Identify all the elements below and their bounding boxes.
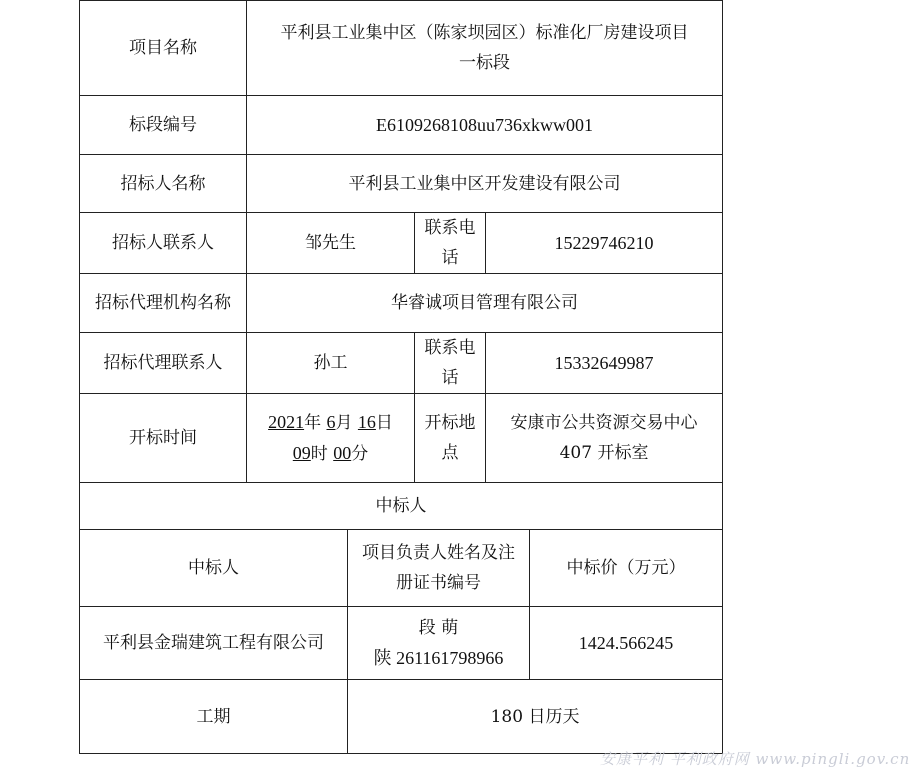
tenderer-value: 平利县工业集中区开发建设有限公司 bbox=[247, 155, 723, 213]
winner-name: 平利县金瑞建筑工程有限公司 bbox=[80, 607, 348, 680]
agency-label: 招标代理机构名称 bbox=[80, 274, 247, 333]
bid-result-table-container bbox=[79, 0, 722, 754]
agency-contact-value: 孙工 bbox=[247, 333, 415, 394]
row-tenderer bbox=[80, 155, 723, 213]
bid-result-table bbox=[79, 0, 723, 754]
tenderer-contact-label: 招标人联系人 bbox=[80, 213, 247, 274]
section-no-label: 标段编号 bbox=[80, 96, 247, 155]
row-agency bbox=[80, 274, 723, 333]
tenderer-label: 招标人名称 bbox=[80, 155, 247, 213]
tenderer-phone-label: 联系电话 bbox=[415, 213, 486, 274]
row-section-no bbox=[80, 96, 723, 155]
section-no-value: E6109268108uu736xkww001 bbox=[247, 96, 723, 155]
winning-price: 1424.566245 bbox=[530, 607, 723, 680]
winner-section-title: 中标人 bbox=[80, 483, 723, 530]
opening-year: 2021 bbox=[268, 412, 305, 432]
manager-col-label: 项目负责人姓名及注册证书编号 bbox=[348, 530, 530, 607]
tenderer-phone-value: 15229746210 bbox=[486, 213, 723, 274]
project-name-value: 平利县工业集中区（陈家坝园区）标准化厂房建设项目一标段 bbox=[247, 1, 723, 96]
opening-hour-unit: 时 bbox=[310, 444, 328, 464]
row-winner-title bbox=[80, 483, 723, 530]
duration-value: 180 日历天 bbox=[348, 680, 723, 754]
opening-day: 16 bbox=[357, 412, 376, 432]
opening-minute: 00 bbox=[333, 443, 352, 463]
agency-phone-label: 联系电话 bbox=[415, 333, 486, 394]
opening-hour: 09 bbox=[292, 443, 311, 463]
row-project-name bbox=[80, 1, 723, 96]
opening-day-unit: 日 bbox=[375, 413, 393, 433]
agency-contact-label: 招标代理联系人 bbox=[80, 333, 247, 394]
opening-place-value: 安康市公共资源交易中心 407 开标室 bbox=[486, 394, 723, 483]
opening-minute-unit: 分 bbox=[351, 444, 369, 464]
manager-name: 段 萌 bbox=[418, 618, 459, 638]
opening-time-value bbox=[247, 394, 415, 483]
row-duration bbox=[80, 680, 723, 754]
winner-col-label: 中标人 bbox=[80, 530, 348, 607]
price-col-label: 中标价（万元） bbox=[530, 530, 723, 607]
row-agency-contact bbox=[80, 333, 723, 394]
row-winner-headers bbox=[80, 530, 723, 607]
site-watermark: 安康平利 平利政府网 www.pingli.gov.cn bbox=[600, 750, 910, 768]
opening-time-label: 开标时间 bbox=[80, 394, 247, 483]
manager-cert: 陕 261161798966 bbox=[373, 648, 504, 668]
duration-label: 工期 bbox=[80, 680, 348, 754]
row-tenderer-contact bbox=[80, 213, 723, 274]
row-winner bbox=[80, 607, 723, 680]
row-opening bbox=[80, 394, 723, 483]
manager-info bbox=[348, 607, 530, 680]
agency-value: 华睿诚项目管理有限公司 bbox=[247, 274, 723, 333]
opening-month-unit: 月 bbox=[335, 413, 353, 433]
opening-month: 6 bbox=[326, 412, 336, 432]
opening-place-label: 开标地点 bbox=[415, 394, 486, 483]
project-name-label: 项目名称 bbox=[80, 1, 247, 96]
opening-year-unit: 年 bbox=[304, 413, 322, 433]
tenderer-contact-value: 邹先生 bbox=[247, 213, 415, 274]
agency-phone-value: 15332649987 bbox=[486, 333, 723, 394]
